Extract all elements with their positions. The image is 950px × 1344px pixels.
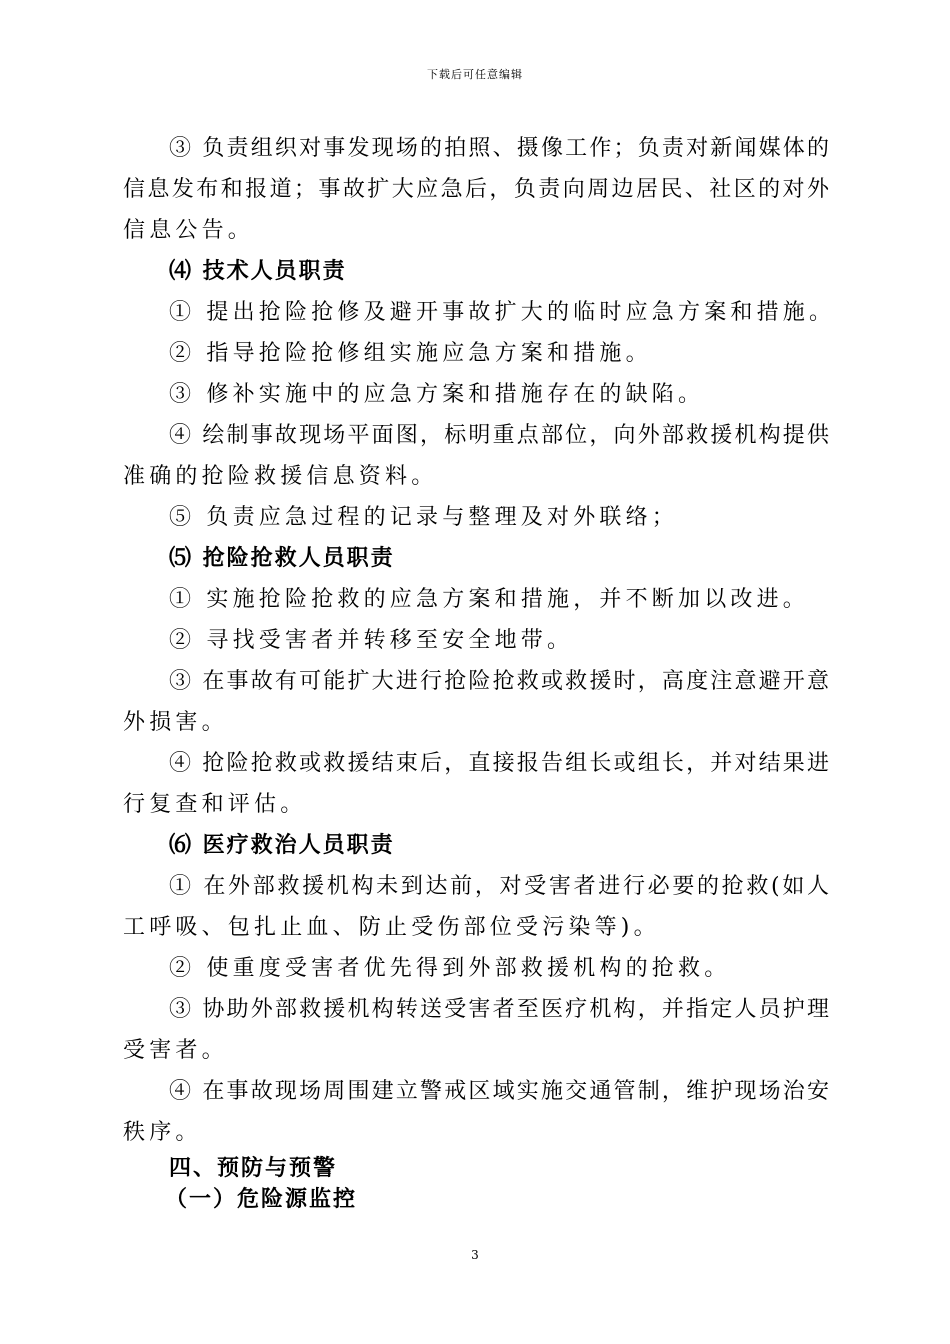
paragraph-line: 信息发布和报道；事故扩大应急后，负责向周边居民、社区的对外 bbox=[123, 177, 829, 202]
paragraph-line: ③ 协助外部救援机构转送受害者至医疗机构，并指定人员护理 bbox=[169, 997, 829, 1022]
section-heading: ⑹ 医疗救治人员职责 bbox=[169, 833, 395, 858]
page-header: 下载后可任意编辑 bbox=[427, 68, 523, 81]
paragraph-line: 行复查和评估。 bbox=[123, 792, 307, 817]
paragraph-line: ④ 抢险抢救或救援结束后，直接报告组长或组长，并对结果进 bbox=[169, 751, 829, 776]
section-heading: ⑷ 技术人员职责 bbox=[169, 259, 347, 284]
paragraph-line: ④ 绘制事故现场平面图，标明重点部位，向外部救援机构提供 bbox=[169, 423, 829, 448]
paragraph-line: 外损害。 bbox=[123, 710, 228, 735]
paragraph-line: ④ 在事故现场周围建立警戒区域实施交通管制，维护现场治安 bbox=[169, 1079, 829, 1104]
page-number: 3 bbox=[471, 1248, 479, 1262]
paragraph-line: 受害者。 bbox=[123, 1038, 228, 1063]
paragraph-line: 工呼吸、包扎止血、防止受伤部位受污染等)。 bbox=[123, 915, 660, 940]
chapter-title: 四、预防与预警 bbox=[169, 1156, 338, 1181]
document-body bbox=[123, 128, 836, 1216]
paragraph-line: ① 提出抢险抢修及避开事故扩大的临时应急方案和措施。 bbox=[169, 300, 836, 325]
subsection-title: （一）危险源监控 bbox=[165, 1187, 358, 1212]
paragraph-line: 秩序。 bbox=[123, 1120, 202, 1145]
paragraph-line: ② 使重度受害者优先得到外部救援机构的抢救。 bbox=[169, 956, 731, 981]
paragraph-line: ① 实施抢险抢救的应急方案和措施，并不断加以改进。 bbox=[169, 587, 809, 612]
paragraph-line: ③ 在事故有可能扩大进行抢险抢救或救援时，高度注意避开意 bbox=[169, 669, 829, 694]
paragraph-line: 信息公告。 bbox=[123, 218, 255, 243]
paragraph-line: ① 在外部救援机构未到达前，对受害者进行必要的抢救(如人 bbox=[169, 874, 829, 899]
paragraph-line: ③ 负责组织对事发现场的拍照、摄像工作；负责对新闻媒体的 bbox=[169, 136, 829, 161]
paragraph-line: 准确的抢险救援信息资料。 bbox=[123, 464, 438, 489]
paragraph-line: ③ 修补实施中的应急方案和措施存在的缺陷。 bbox=[169, 382, 705, 407]
section-heading: ⑸ 抢险抢救人员职责 bbox=[169, 546, 395, 571]
paragraph-line: ② 指导抢险抢修组实施应急方案和措施。 bbox=[169, 341, 652, 366]
paragraph-line: ⑤ 负责应急过程的记录与整理及对外联络； bbox=[169, 505, 678, 530]
paragraph-line: ② 寻找受害者并转移至安全地带。 bbox=[169, 628, 574, 653]
